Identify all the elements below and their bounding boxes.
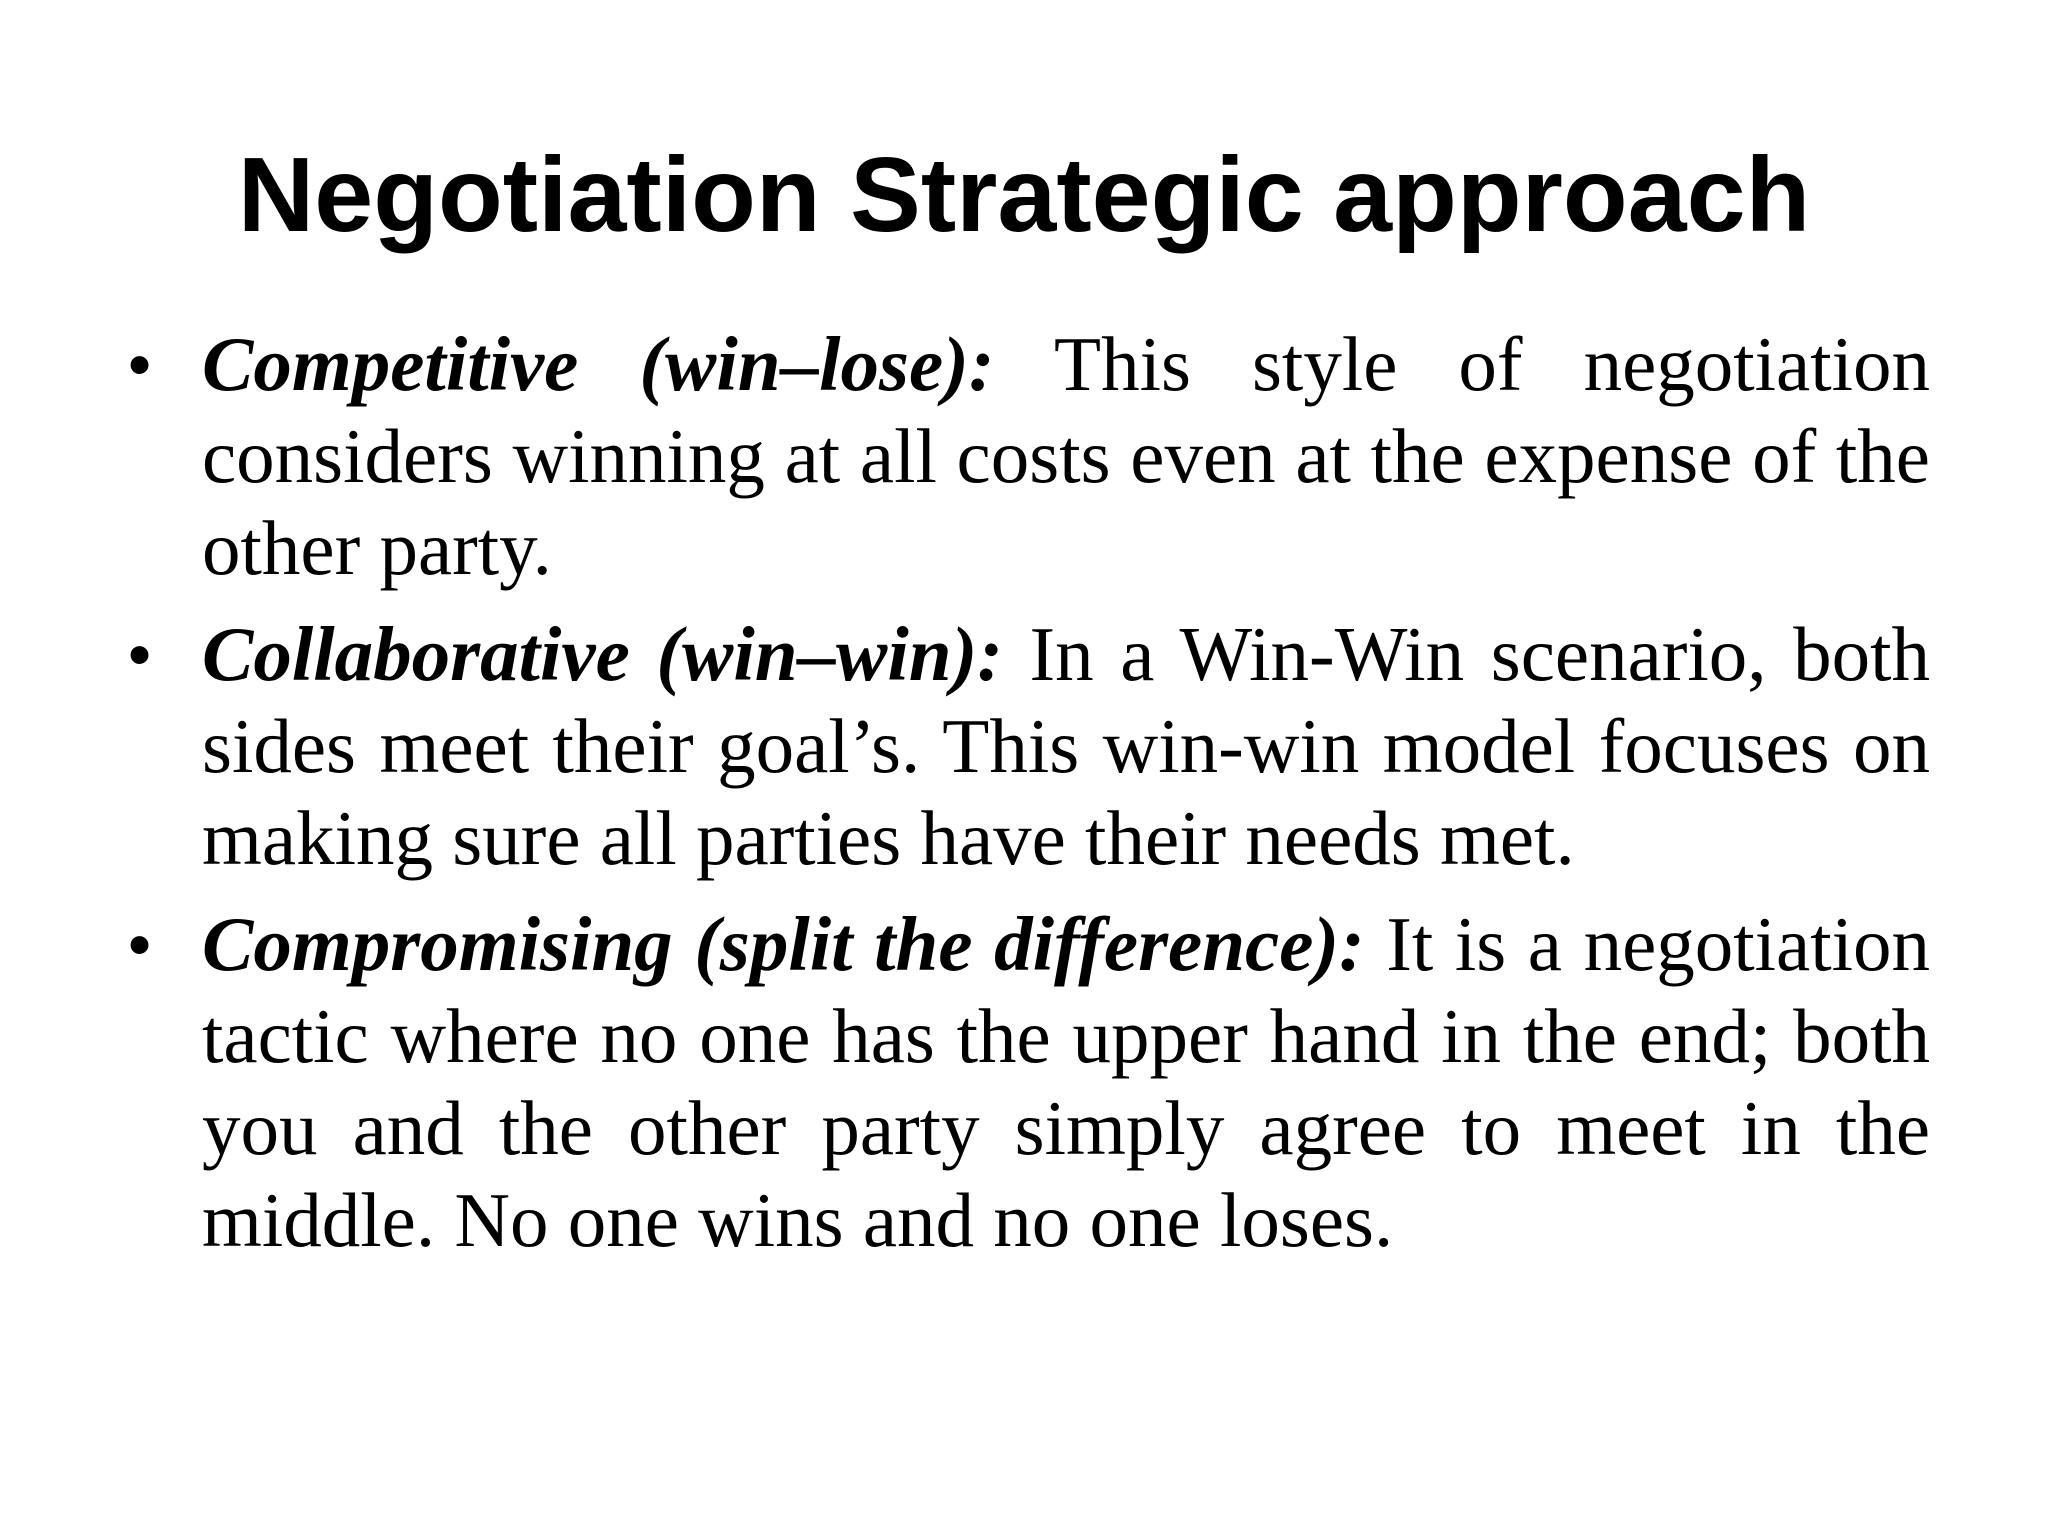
bullet-item-collaborative [120, 608, 1930, 884]
bullet-icon: • [128, 327, 152, 401]
bullet-item-competitive [120, 318, 1930, 594]
bullet-term: Competitive (win–lose): [202, 321, 995, 407]
bullet-list [120, 318, 1930, 1280]
bullet-text: It is a negotiation tactic where no one has the upper hand in the end; both you and the other party simply agree to meet in the middle. No one wins and no one loses. [202, 901, 1930, 1263]
bullet-term: Compromising (split the difference): [202, 901, 1365, 987]
bullet-text: This style of negotiation considers winning at all costs even at the expense of the other party. [202, 321, 1931, 591]
bullet-icon: • [128, 907, 152, 981]
bullet-term: Collaborative (win–win): [202, 611, 1003, 697]
bullet-item-compromising [120, 898, 1930, 1266]
slide-title: Negotiation Strategic approach [237, 136, 1811, 254]
bullet-icon: • [128, 617, 152, 691]
bullet-text: In a Win-Win scenario, both sides meet their goal’s. This win-win model focuses on making sure all parties have their needs met. [202, 611, 1930, 881]
